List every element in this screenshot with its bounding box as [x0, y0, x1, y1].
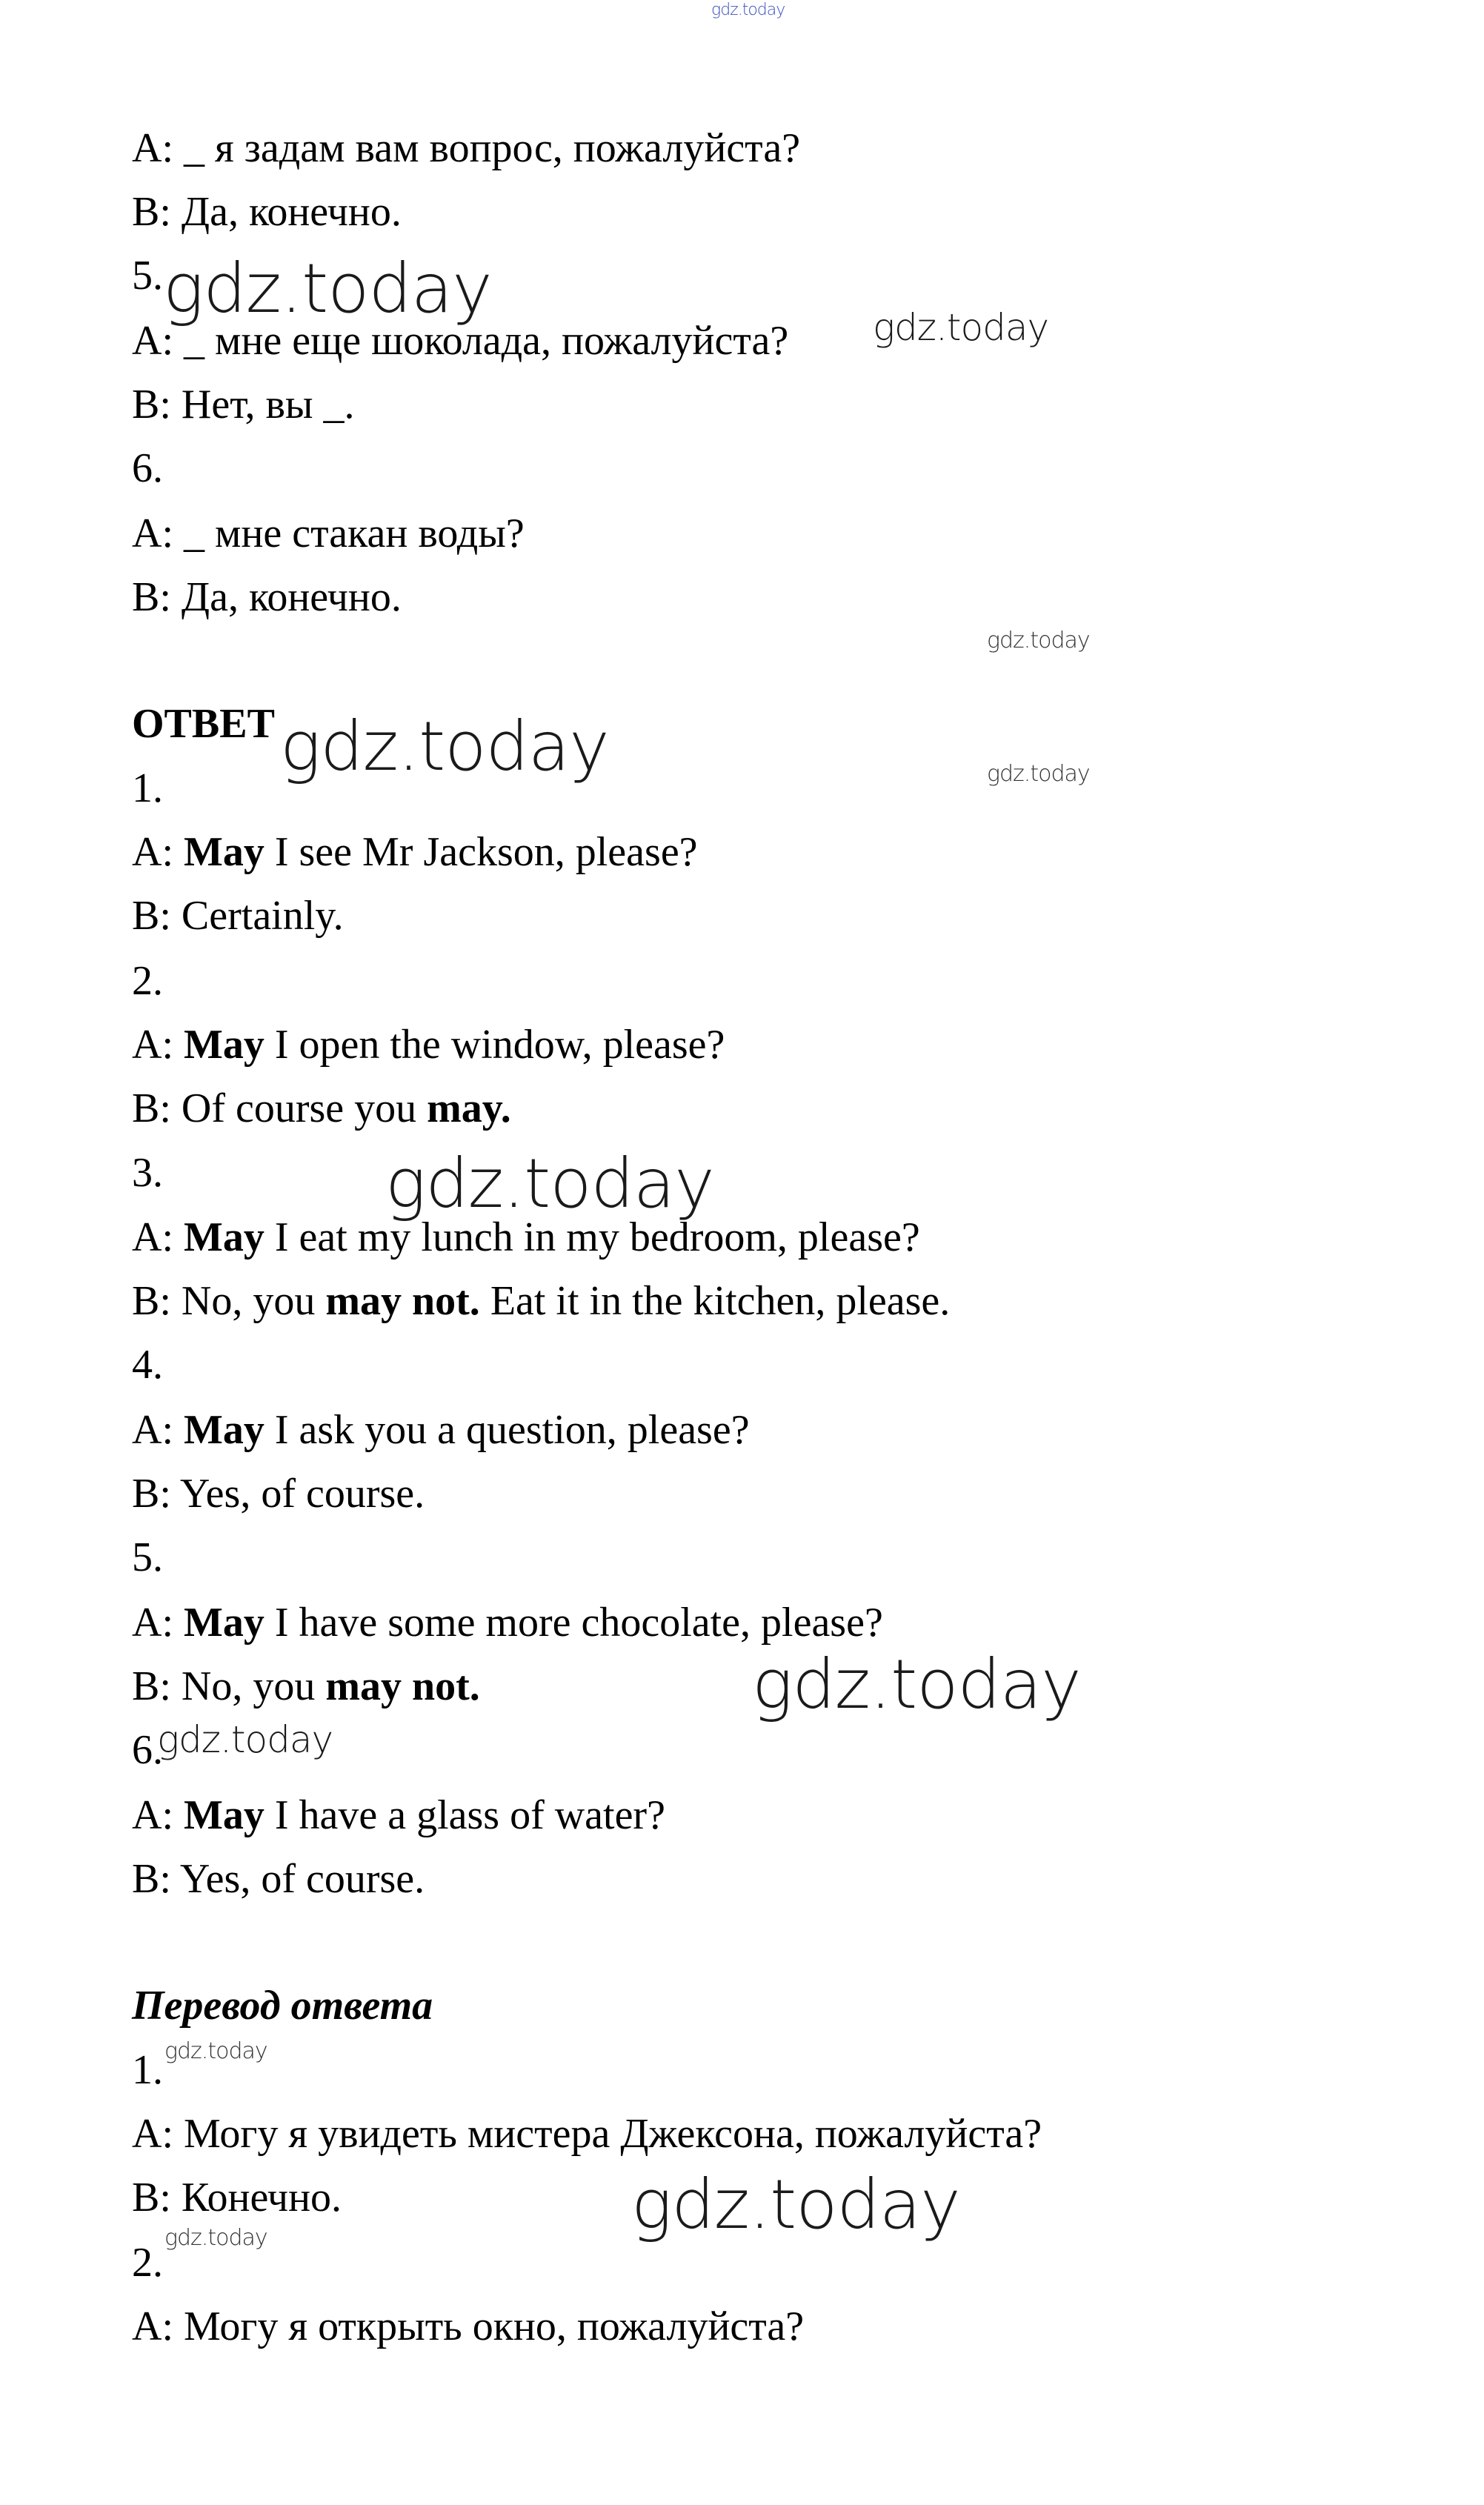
answer-line-b: B: Yes, of course. — [132, 1856, 425, 1902]
answer-line-a: A: May I see Mr Jackson, please? — [132, 829, 698, 875]
answer-line-b: B: Certainly. — [132, 893, 344, 939]
watermark: gdz.today — [752, 1645, 1081, 1724]
text-line: A: Могу я увидеть мистера Джексона, пожалуйста? — [132, 2111, 1042, 2157]
text-line: B: Да, конечно. — [132, 189, 402, 235]
watermark: gdz.today — [631, 2165, 960, 2244]
watermark: gdz.today — [385, 1144, 714, 1223]
answer-line-a: A: May I eat my lunch in my bedroom, please? — [132, 1214, 920, 1260]
item-number: 1. — [132, 765, 163, 811]
item-number: 2. — [132, 958, 163, 1004]
text-line: A: _ мне еще шоколада, пожалуйста? — [132, 318, 789, 364]
text-line: B: Нет, вы _. — [132, 382, 355, 428]
answer-line-b: B: Yes, of course. — [132, 1471, 425, 1517]
watermark: gdz.today — [164, 2038, 267, 2064]
item-number: 2. — [132, 2240, 163, 2286]
text-line: A: _ мне стакан воды? — [132, 510, 525, 556]
watermark: gdz.today — [157, 1718, 333, 1761]
translation-heading: Перевод ответа — [132, 1983, 433, 2029]
text-line: B: Конечно. — [132, 2175, 342, 2220]
answer-line-a: A: May I have a glass of water? — [132, 1792, 665, 1838]
item-number: 6. — [132, 445, 163, 491]
watermark: gdz.today — [163, 249, 492, 328]
watermark: gdz.today — [873, 306, 1049, 349]
answer-line-a: A: May I ask you a question, please? — [132, 1407, 750, 1453]
watermark: gdz.today — [164, 2225, 267, 2251]
item-number: 3. — [132, 1150, 163, 1196]
watermark: gdz.today — [280, 707, 609, 786]
answer-line-b: B: No, you may not. Eat it in the kitchen, please. — [132, 1278, 951, 1324]
answer-line-b: B: Of course you may. — [132, 1085, 511, 1131]
item-number: 1. — [132, 2047, 163, 2093]
watermark: gdz.today — [987, 628, 1090, 653]
text-line: A: _ я задам вам вопрос, пожалуйста? — [132, 125, 801, 171]
answer-line-a: A: May I have some more chocolate, please? — [132, 1600, 883, 1646]
text-line: B: Да, конечно. — [132, 574, 402, 620]
item-number: 6. — [132, 1727, 163, 1773]
watermark: gdz.today — [987, 761, 1090, 787]
item-number: 5. — [132, 1534, 163, 1580]
answer-heading: ОТВЕТ — [132, 701, 275, 747]
item-number: 4. — [132, 1342, 163, 1388]
answer-line-b: B: No, you may not. — [132, 1663, 480, 1709]
watermark: gdz.today — [711, 1, 785, 19]
item-number: 5. — [132, 253, 163, 299]
answer-line-a: A: May I open the window, please? — [132, 1022, 725, 1068]
text-line: A: Могу я открыть окно, пожалуйста? — [132, 2303, 805, 2349]
